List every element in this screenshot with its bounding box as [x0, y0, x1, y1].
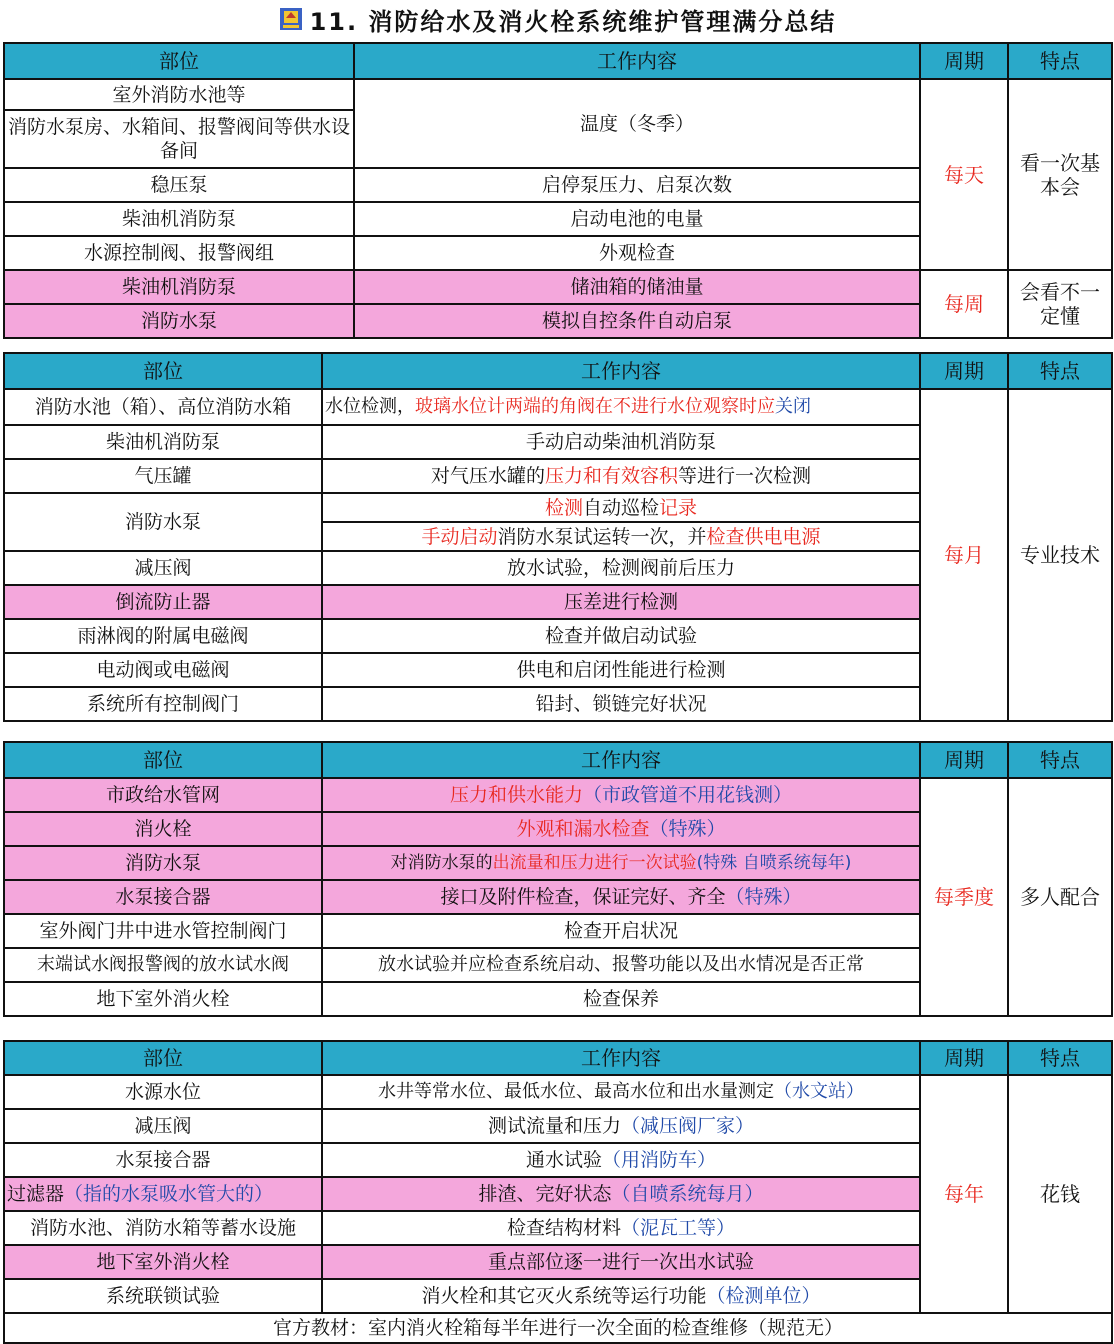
part-cell: 水源控制阀、报警阀组 — [4, 236, 354, 270]
part-cell: 末端试水阀报警阀的放水试水阀 — [4, 948, 322, 982]
part-cell: 雨淋阀的附属电磁阀 — [4, 619, 322, 653]
part-cell: 消防水泵 — [4, 493, 322, 551]
header-content: 工作内容 — [322, 353, 920, 389]
content-highlight: 手动启动 — [421, 525, 498, 548]
content-text: 接口及附件检查，保证完好、齐全 — [440, 886, 726, 908]
content-note: （用消防车） — [602, 1149, 717, 1171]
content-highlight: 压力和有效容积 — [544, 465, 678, 487]
part-cell: 系统所有控制阀门 — [4, 687, 322, 721]
part-cell: 消防水泵 — [4, 846, 322, 880]
content-cell — [322, 846, 920, 880]
feature-cell: 多人配合 — [1008, 778, 1112, 1016]
part-cell — [4, 1177, 322, 1211]
content-cell — [322, 1279, 920, 1313]
content-text: 排渣、完好状态 — [478, 1183, 612, 1205]
period-cell: 每周 — [920, 270, 1008, 338]
content-note: （特殊） — [725, 886, 802, 908]
header-period: 周期 — [920, 43, 1008, 79]
quarterly-table — [3, 741, 1113, 1017]
part-cell: 室外消防水池等 — [4, 79, 354, 110]
content-text: 水井等常水位、最低水位、最高水位和出水量测定 — [378, 1081, 774, 1102]
part-cell: 柴油机消防泵 — [4, 425, 322, 459]
part-cell: 水源水位 — [4, 1075, 322, 1109]
content-cell: 检查保养 — [322, 982, 920, 1016]
content-text: 消防水泵试运转一次，并 — [497, 525, 707, 548]
content-highlight: 玻璃水位计两端的角阀在不进行水位观察时应 — [415, 396, 775, 417]
building-logo-icon — [278, 6, 304, 32]
header-part: 部位 — [4, 1041, 322, 1075]
content-note: （泥瓦工等） — [621, 1217, 736, 1239]
content-cell: 储油箱的储油量 — [354, 270, 920, 304]
content-note: （自喷系统每月） — [611, 1183, 764, 1205]
content-cell: 检查开启状况 — [322, 914, 920, 948]
header-feature: 特点 — [1008, 43, 1112, 79]
content-cell — [322, 880, 920, 914]
content-note: (特殊 自喷系统每年) — [696, 853, 852, 873]
content-cell: 模拟自控条件自动启泵 — [354, 304, 920, 338]
content-cell: 放水试验并应检查系统启动、报警功能以及出水情况是否正常 — [322, 948, 920, 982]
header-feature: 特点 — [1008, 1041, 1112, 1075]
content-note: （水文站） — [774, 1081, 864, 1102]
footnote: 官方教材：室内消火栓箱每半年进行一次全面的检查维修（规范无） — [4, 1313, 1112, 1343]
content-cell — [322, 1177, 920, 1211]
content-cell: 压差进行检测 — [322, 585, 920, 619]
header-content: 工作内容 — [322, 1041, 920, 1075]
content-cell — [322, 1075, 920, 1109]
part-cell: 水泵接合器 — [4, 1143, 322, 1177]
content-cell — [322, 389, 920, 425]
feature-cell: 专业技术 — [1008, 389, 1112, 721]
content-cell: 手动启动柴油机消防泵 — [322, 425, 920, 459]
content-text: 检查结构材料 — [506, 1217, 621, 1239]
part-cell: 水泵接合器 — [4, 880, 322, 914]
content-text: 对气压水罐的 — [430, 465, 545, 487]
part-cell: 消防水池、消防水箱等蓄水设施 — [4, 1211, 322, 1245]
content-text: 自动巡检 — [582, 496, 659, 519]
content-cell — [322, 493, 920, 522]
part-cell: 减压阀 — [4, 551, 322, 585]
header-content: 工作内容 — [322, 742, 920, 778]
content-text: 等进行一次检测 — [678, 465, 812, 487]
feature-cell: 花钱 — [1008, 1075, 1112, 1313]
content-cell: 温度（冬季） — [354, 79, 920, 168]
period-cell: 每天 — [920, 79, 1008, 270]
content-text: 测试流量和压力 — [487, 1115, 621, 1137]
part-cell: 柴油机消防泵 — [4, 270, 354, 304]
content-cell: 检查并做启动试验 — [322, 619, 920, 653]
content-cell — [322, 522, 920, 551]
header-period: 周期 — [920, 353, 1008, 389]
part-cell: 柴油机消防泵 — [4, 202, 354, 236]
content-highlight: 记录 — [659, 496, 698, 519]
header-feature: 特点 — [1008, 353, 1112, 389]
content-text: 对消防水泵的 — [390, 853, 493, 873]
content-cell — [322, 778, 920, 812]
part-cell: 消防水池（箱）、高位消防水箱 — [4, 389, 322, 425]
part-cell: 室外阀门井中进水管控制阀门 — [4, 914, 322, 948]
content-cell — [322, 1143, 920, 1177]
feature-cell: 会看不一定懂 — [1008, 270, 1112, 338]
header-part: 部位 — [4, 43, 354, 79]
header-part: 部位 — [4, 742, 322, 778]
part-text: 过滤器 — [7, 1183, 65, 1205]
content-note: （市政管道不用花钱测） — [583, 784, 793, 806]
daily-weekly-table — [3, 42, 1113, 339]
content-cell: 供电和启闭性能进行检测 — [322, 653, 920, 687]
content-cell: 重点部位逐一进行一次出水试验 — [322, 1245, 920, 1279]
content-note: （特殊） — [649, 818, 726, 840]
page-title — [0, 0, 1114, 38]
part-cell: 地下室外消火栓 — [4, 982, 322, 1016]
content-cell — [322, 1211, 920, 1245]
content-text: 通水试验 — [525, 1149, 602, 1171]
period-cell: 每月 — [920, 389, 1008, 721]
content-cell: 铅封、锁链完好状况 — [322, 687, 920, 721]
content-cell — [322, 812, 920, 846]
part-cell: 倒流防止器 — [4, 585, 322, 619]
header-period: 周期 — [920, 742, 1008, 778]
content-cell: 放水试验，检测阀前后压力 — [322, 551, 920, 585]
header-content: 工作内容 — [354, 43, 920, 79]
header-period: 周期 — [920, 1041, 1008, 1075]
part-note: （指的水泵吸水管大的） — [64, 1183, 274, 1205]
part-cell: 消火栓 — [4, 812, 322, 846]
part-cell: 消防水泵 — [4, 304, 354, 338]
content-note: 关闭 — [775, 396, 811, 417]
yearly-table — [3, 1040, 1113, 1344]
part-cell: 地下室外消火栓 — [4, 1245, 322, 1279]
content-highlight: 出流量和压力进行一次试验 — [492, 853, 697, 873]
part-cell: 消防水泵房、水箱间、报警阀间等供水设备间 — [4, 110, 354, 168]
part-cell: 市政给水管网 — [4, 778, 322, 812]
monthly-table — [3, 352, 1113, 722]
content-highlight: 压力和供水能力 — [449, 784, 583, 806]
content-note: （减压阀厂家） — [621, 1115, 755, 1137]
title-text: 11. 消防给水及消火栓系统维护管理满分总结 — [309, 7, 837, 36]
content-text: 消火栓和其它灭火系统等运行功能 — [421, 1285, 707, 1307]
part-cell: 气压罐 — [4, 459, 322, 493]
header-part: 部位 — [4, 353, 322, 389]
content-cell — [322, 459, 920, 493]
header-feature: 特点 — [1008, 742, 1112, 778]
content-cell: 启停泵压力、启泵次数 — [354, 168, 920, 202]
content-cell: 外观检查 — [354, 236, 920, 270]
content-text: 水位检测， — [325, 396, 415, 417]
part-cell: 系统联锁试验 — [4, 1279, 322, 1313]
period-cell: 每季度 — [920, 778, 1008, 1016]
part-cell: 减压阀 — [4, 1109, 322, 1143]
part-cell: 稳压泵 — [4, 168, 354, 202]
content-note: （检测单位） — [706, 1285, 821, 1307]
content-highlight: 检测 — [544, 496, 583, 519]
feature-cell: 看一次基本会 — [1008, 79, 1112, 270]
period-cell: 每年 — [920, 1075, 1008, 1313]
content-highlight: 外观和漏水检查 — [516, 818, 650, 840]
content-cell: 启动电池的电量 — [354, 202, 920, 236]
content-highlight: 检查供电电源 — [706, 525, 821, 548]
part-cell: 电动阀或电磁阀 — [4, 653, 322, 687]
content-cell — [322, 1109, 920, 1143]
